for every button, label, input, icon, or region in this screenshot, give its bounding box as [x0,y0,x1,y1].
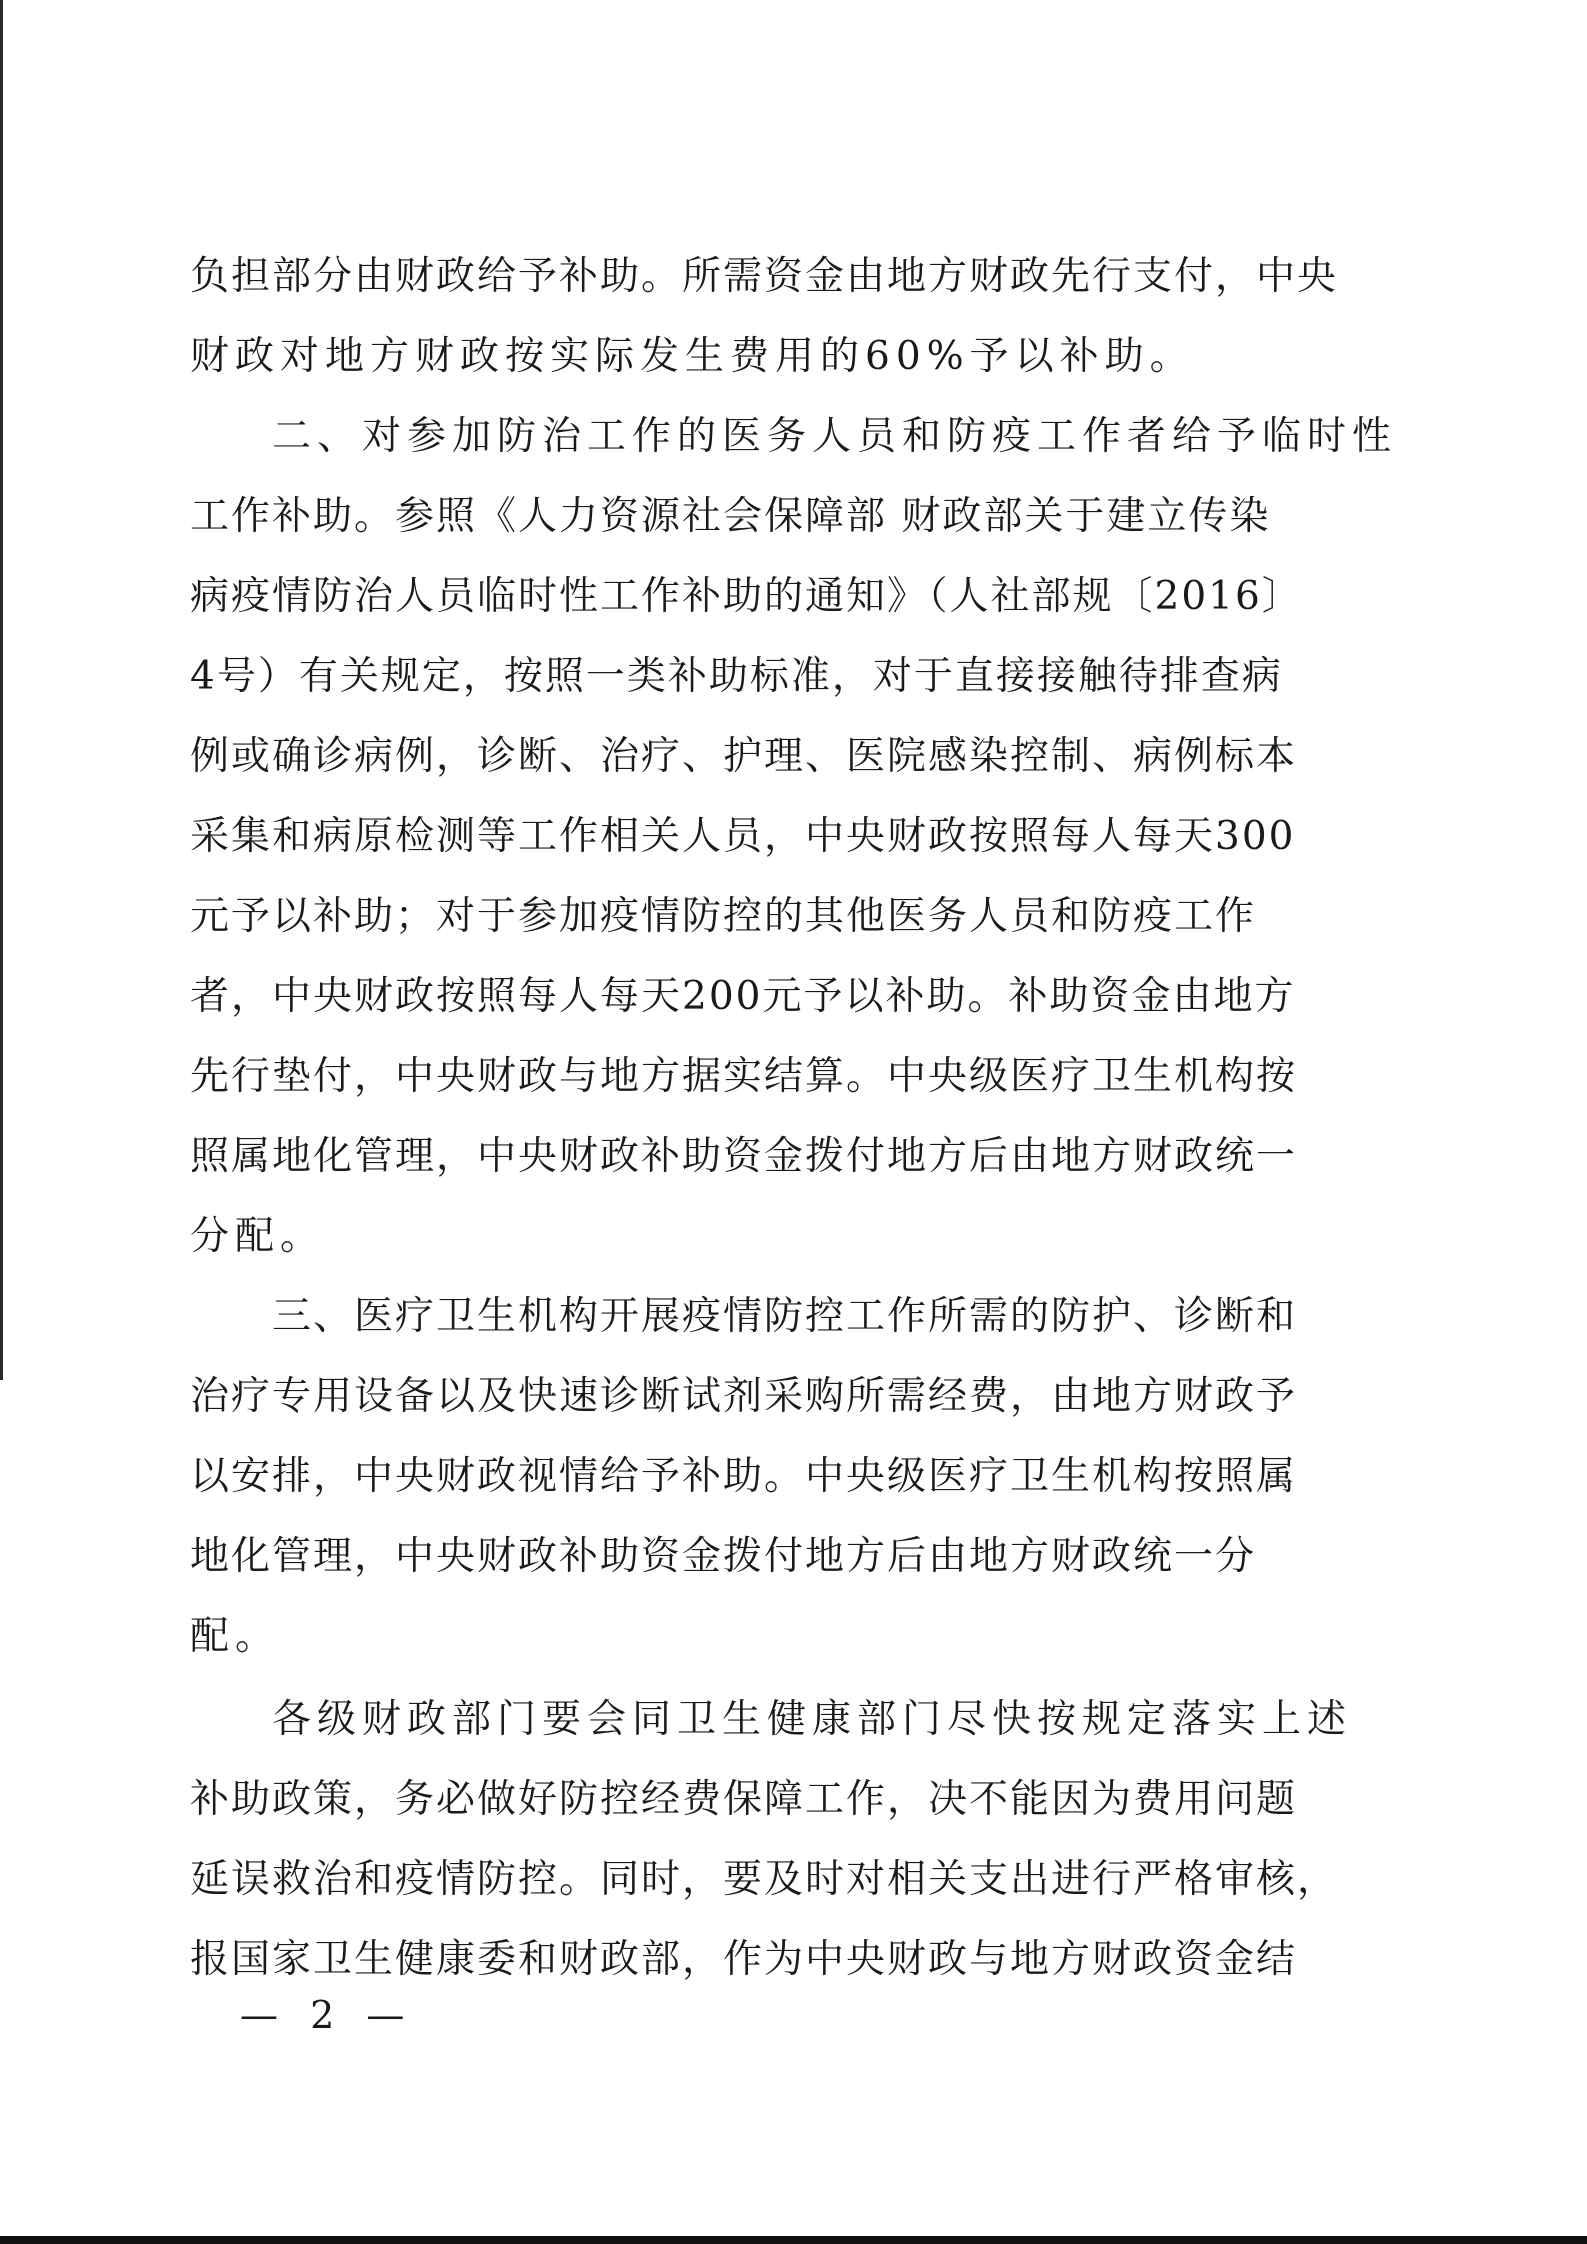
paragraph-2-line-5: 例或确诊病例，诊断、治疗、护理、医院感染控制、病例标本 [190,734,1298,779]
paragraph-3-line-2: 治疗专用设备以及快速诊断试剂采购所需经费，由地方财政予 [190,1374,1298,1419]
paragraph-2-line-2: 工作补助。参照《人力资源社会保障部 财政部关于建立传染 [190,494,1271,539]
paragraph-3-line-1: 三、医疗卫生机构开展疫情防控工作所需的防护、诊断和 [272,1294,1298,1339]
paragraph-2-line-4: 4号）有关规定，按照一类补助标准，对于直接接触待排查病 [190,654,1283,699]
paragraph-2-line-7: 元予以补助；对于参加疫情防控的其他医务人员和防疫工作 [190,894,1257,939]
paragraph-3-line-5: 配。 [190,1614,281,1659]
page-number: — 2 — [240,1993,415,2037]
paragraph-4-line-2: 补助政策，务必做好防控经费保障工作，决不能因为费用问题 [190,1777,1298,1822]
scan-left-edge [0,0,3,1380]
paragraph-2-line-6: 采集和病原检测等工作相关人员，中央财政按照每人每天300 [190,814,1296,859]
paragraph-3-line-3: 以安排，中央财政视情给予补助。中央级医疗卫生机构按照属 [190,1454,1298,1499]
paragraph-3-line-4: 地化管理，中央财政补助资金拨付地方后由地方财政统一分 [190,1534,1257,1579]
paragraph-2-line-11: 分配。 [190,1214,326,1259]
paragraph-2-line-10: 照属地化管理，中央财政补助资金拨付地方后由地方财政统一 [190,1134,1298,1179]
scan-bottom-edge [0,2236,1587,2244]
paragraph-4-line-1: 各级财政部门要会同卫生健康部门尽快按规定落实上述 [272,1697,1353,1742]
paragraph-2-line-8: 者，中央财政按照每人每天200元予以补助。补助资金由地方 [190,974,1296,1019]
paragraph-4-line-4: 报国家卫生健康委和财政部，作为中央财政与地方财政资金结 [190,1937,1298,1982]
paragraph-2-line-3: 病疫情防治人员临时性工作补助的通知》（人社部规〔2016〕 [190,574,1303,619]
paragraph-1-line-2: 财政对地方财政按实际发生费用的60%予以补助。 [190,334,1195,379]
paragraph-4-line-3: 延误救治和疫情防控。同时，要及时对相关支出进行严格审核， [190,1857,1339,1902]
paragraph-2-line-1: 二、对参加防治工作的医务人员和防疫工作者给予临时性 [272,414,1398,459]
paragraph-2-line-9: 先行垫付，中央财政与地方据实结算。中央级医疗卫生机构按 [190,1054,1298,1099]
paragraph-1-line-1: 负担部分由财政给予补助。所需资金由地方财政先行支付，中央 [190,254,1339,299]
